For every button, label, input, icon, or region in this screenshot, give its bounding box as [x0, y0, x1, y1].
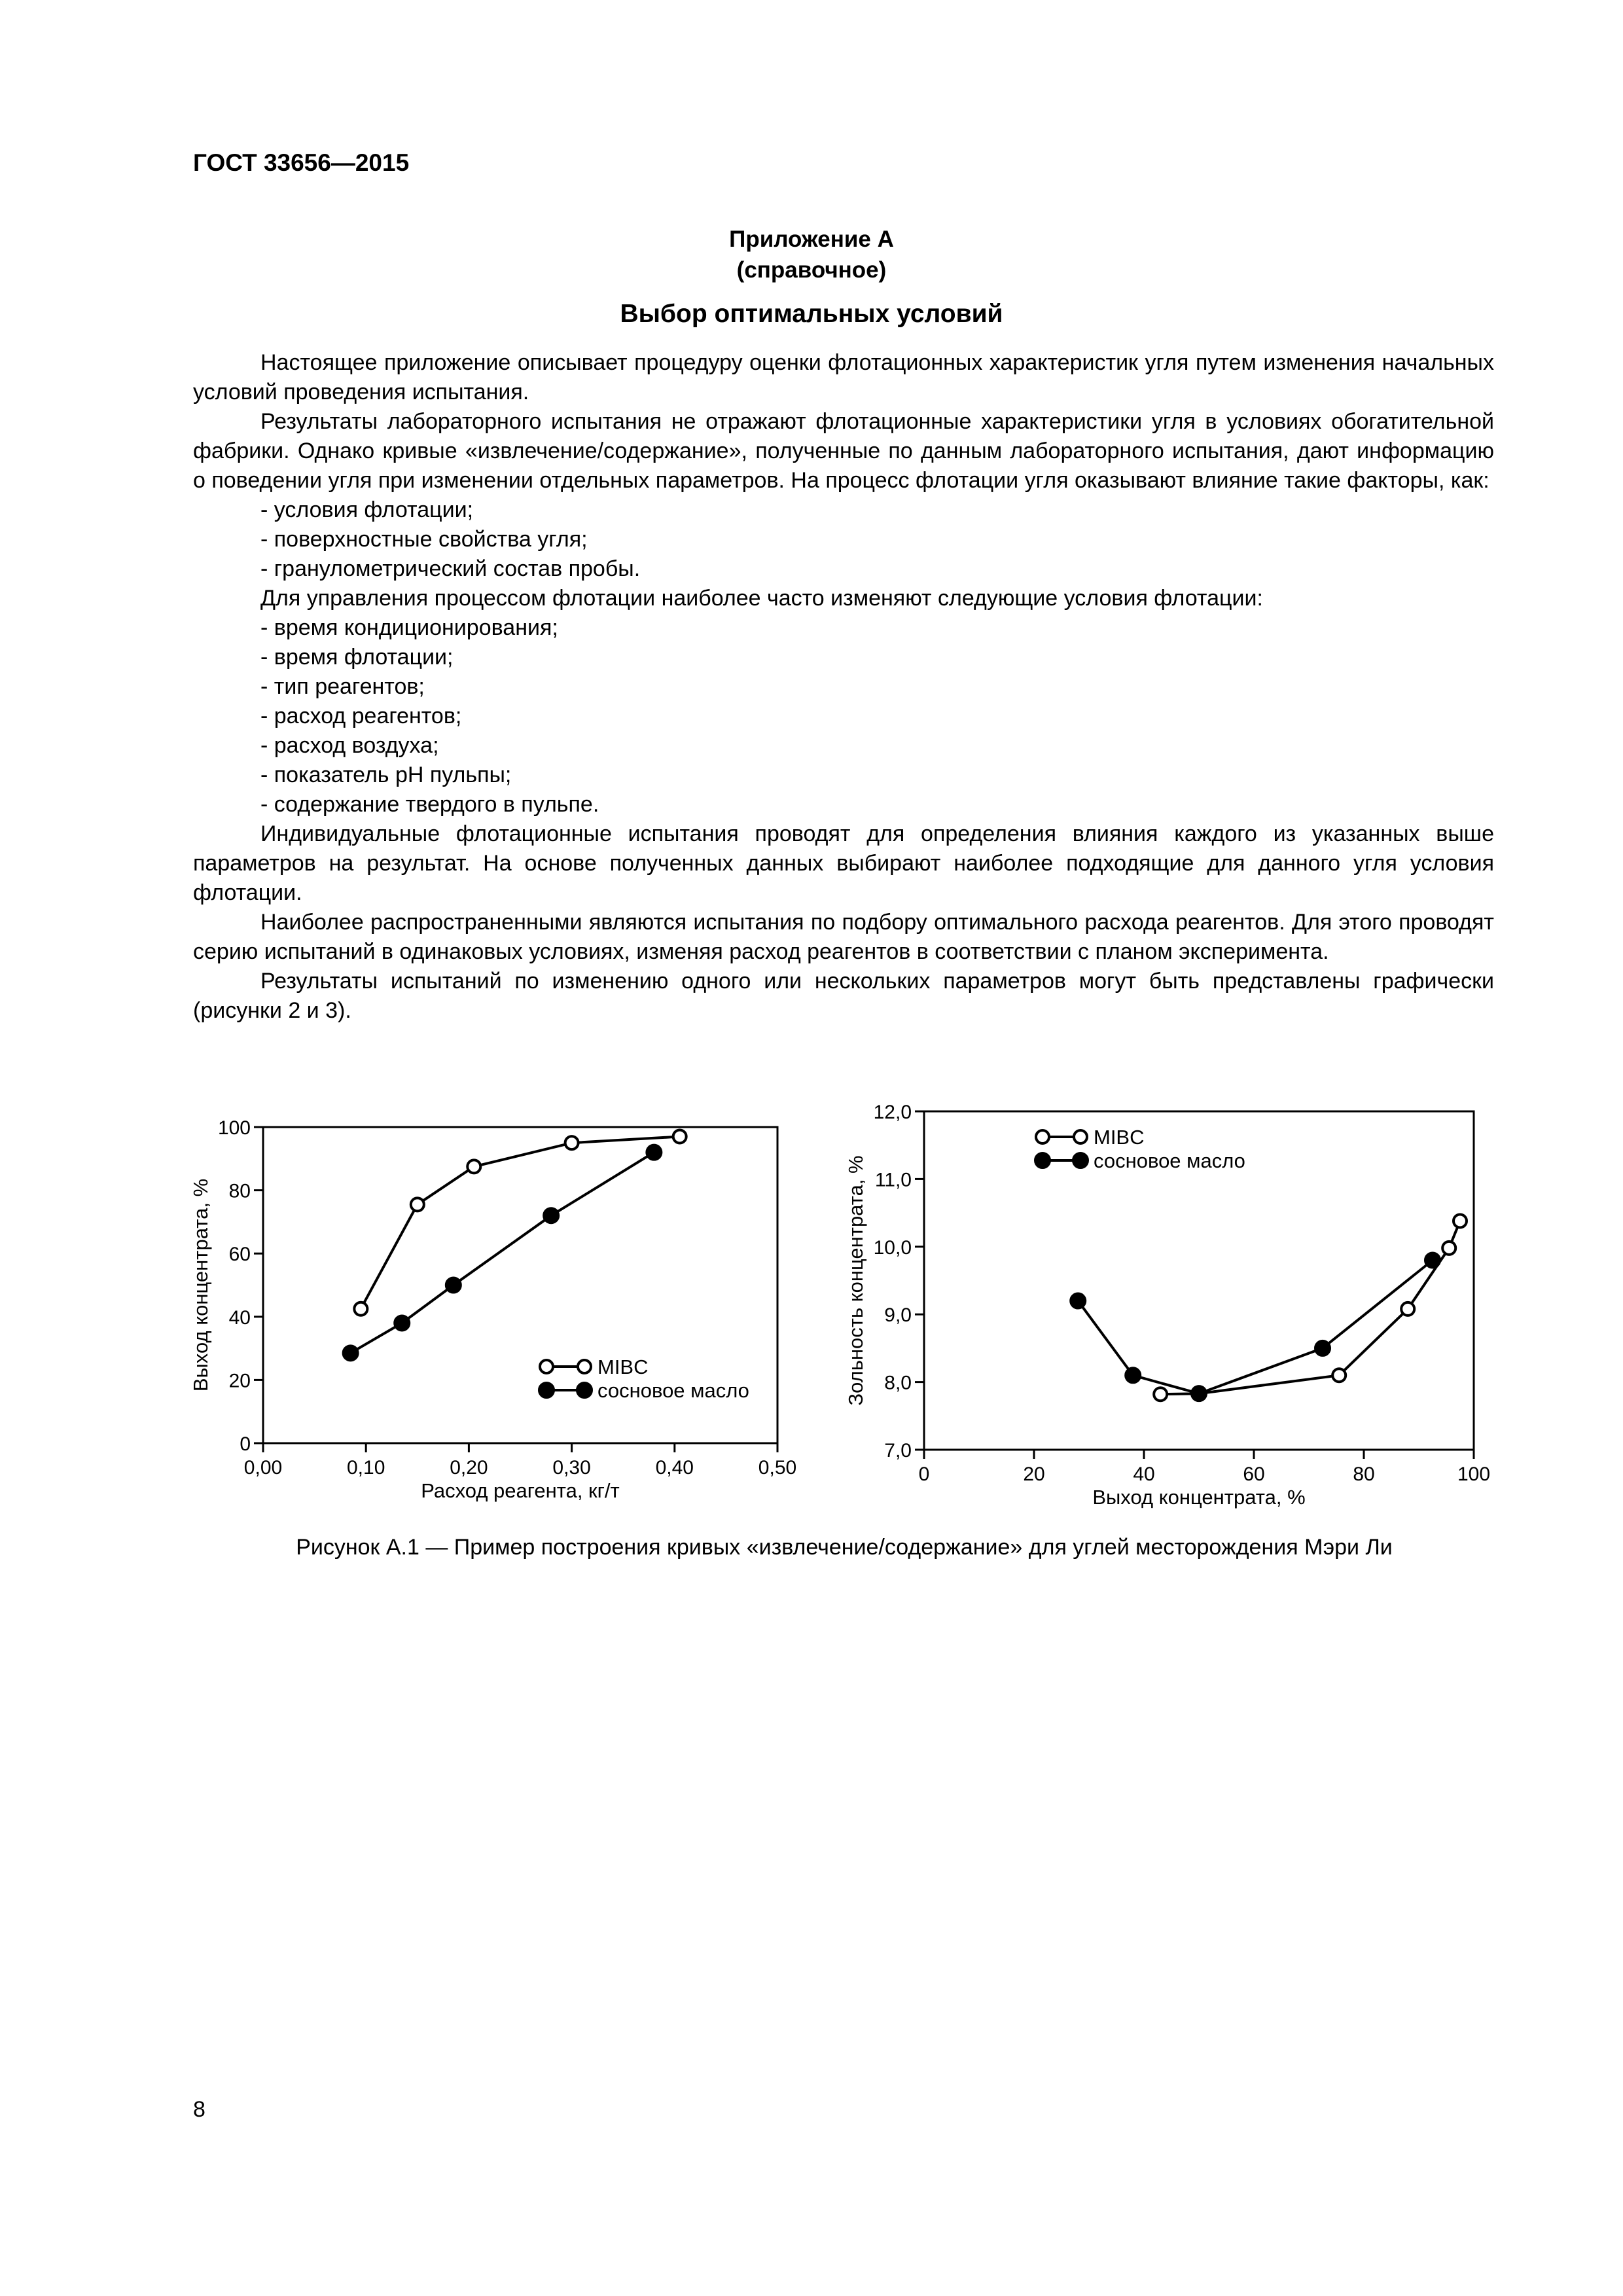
data-point-filled: [1125, 1367, 1141, 1383]
x-axis-label: Выход концентрата, %: [1092, 1486, 1306, 1509]
y-axis-label: Выход концентрата, %: [189, 1178, 212, 1392]
data-point-open: [1401, 1302, 1414, 1316]
paragraph: Результаты лабораторного испытания не отражают флотационные характеристики угля в условиях обогатительной фабрики. Однако кривые «извлечение/содержание», полученные по данным лабораторного испытания, дают информацию о поведении угля при изменении отдельных параметров. На процесс флотации угля оказывают влияние такие факторы, как:: [193, 409, 1494, 493]
paragraph: Результаты испытаний по изменению одного или нескольких параметров могут быть представлены графически (рисунки 2 и 3).: [193, 969, 1494, 1023]
list-item: - условия флотации;: [260, 497, 474, 522]
legend-label: сосновое масло: [1094, 1149, 1245, 1172]
y-tick-label: 80: [228, 1180, 251, 1202]
page-number: 8: [193, 2097, 205, 2122]
x-tick-label: 0,00: [243, 1457, 283, 1479]
x-tick-label: 40: [1133, 1463, 1155, 1485]
paragraph: Наиболее распространенными являются испытания по подбору оптимального расхода реагентов. Для этого проводят серию испытаний в одинаковых условиях, изменяя расход реагентов в соответствии с планом эксперимента.: [193, 910, 1494, 964]
data-point-filled: [1425, 1252, 1440, 1268]
legend-marker: [1074, 1130, 1087, 1143]
list-item: - показатель pH пульпы;: [260, 762, 512, 787]
legend-label: MIBC: [1094, 1126, 1145, 1149]
y-tick-label: 40: [228, 1306, 251, 1329]
legend-marker: [1035, 1153, 1050, 1168]
y-tick-label: 20: [228, 1370, 251, 1392]
y-tick-label: 9,0: [884, 1304, 912, 1327]
data-point-open: [1442, 1242, 1455, 1255]
list-item: - время кондиционирования;: [260, 615, 558, 640]
x-tick-label: 0,40: [655, 1457, 694, 1479]
data-point-filled: [1070, 1293, 1086, 1309]
x-tick-label: 0: [918, 1463, 930, 1485]
y-tick-label: 10,0: [873, 1236, 912, 1259]
list-item: - время флотации;: [260, 645, 454, 670]
y-tick-label: 11,0: [874, 1169, 912, 1191]
y-tick-label: 12,0: [873, 1102, 912, 1123]
legend-marker: [1036, 1130, 1049, 1143]
x-tick-label: 80: [1353, 1463, 1375, 1485]
x-tick-label: 0,30: [552, 1457, 591, 1479]
data-point-filled: [1191, 1386, 1207, 1401]
x-tick-label: 60: [1243, 1463, 1265, 1485]
y-tick-label: 60: [228, 1244, 251, 1266]
paragraph: Настоящее приложение описывает процедуру оценки флотационных характеристик угля путем изменения начальных условий проведения испытания.: [193, 350, 1494, 404]
legend-label: сосновое масло: [597, 1379, 749, 1402]
annex-title: Приложение А: [729, 226, 894, 252]
figure-caption: Рисунок А.1 — Пример построения кривых «извлечение/содержание» для углей месторождения Мэри Ли: [296, 1535, 1393, 1560]
y-tick-label: 0: [240, 1433, 251, 1455]
list-item: - содержание твердого в пульпе.: [260, 792, 599, 817]
legend-marker: [1073, 1153, 1088, 1168]
x-tick-label: 100: [1457, 1463, 1491, 1485]
list-item: - расход воздуха;: [260, 733, 439, 758]
data-point-open: [1332, 1369, 1346, 1382]
list-item: - поверхностные свойства угля;: [260, 527, 588, 552]
data-point-open: [1454, 1215, 1467, 1228]
data-point-filled: [1315, 1340, 1330, 1356]
list-item: - гранулометрический состав пробы.: [260, 556, 641, 581]
y-axis-label: Зольность концентрата, %: [844, 1155, 867, 1406]
paragraph: Индивидуальные флотационные испытания проводят для определения влияния каждого из указанных выше параметров на результат. На основе полученных данных выбирают наиболее подходящие для данного угля условия флотации.: [193, 821, 1494, 905]
list-item: - расход реагентов;: [260, 704, 462, 728]
x-tick-label: 0,10: [347, 1457, 385, 1479]
section-title: Выбор оптимальных условий: [620, 300, 1003, 328]
x-tick-label: 20: [1023, 1463, 1045, 1485]
y-tick-label: 8,0: [884, 1372, 912, 1394]
x-tick-label: 0,50: [758, 1457, 797, 1479]
legend-label: MIBC: [597, 1355, 649, 1378]
document-header: ГОСТ 33656—2015: [193, 149, 410, 176]
list-item: - тип реагентов;: [260, 674, 425, 699]
y-tick-label: 100: [217, 1117, 251, 1139]
paragraph: Для управления процессом флотации наиболее часто изменяют следующие условия флотации:: [260, 586, 1263, 611]
y-tick-label: 7,0: [884, 1440, 912, 1462]
annex-subtitle: (справочное): [736, 257, 887, 283]
data-point-open: [1154, 1388, 1167, 1401]
x-axis-label: Расход реагента, кг/т: [421, 1479, 620, 1502]
x-tick-label: 0,20: [450, 1457, 488, 1479]
